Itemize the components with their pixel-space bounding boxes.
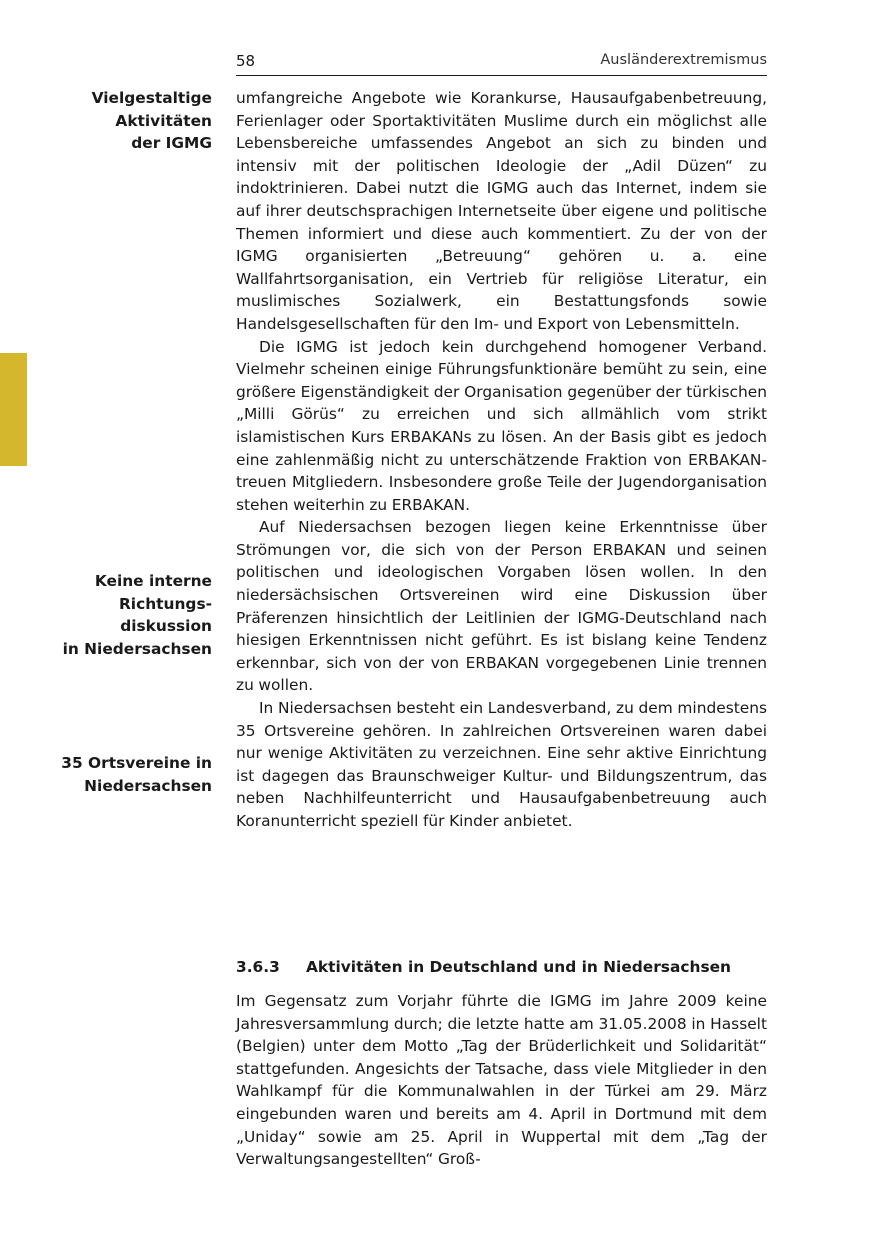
section-heading xyxy=(236,956,767,979)
paragraph: Im Gegensatz zum Vorjahr führte die IGMG im Jahre 2009 keine Jahresversammlung durch; die letzte hatte am 31.05.2008 in Hasselt (Belgien) unter dem Motto „Tag der Brüderlichkeit und Solidarität“ stattgefunden. Angesichts der Tatsache, dass viele Mitglieder in den Wahlkampf für die Kommunalwahlen in der Türkei am 29. März eingebunden waren und bereits am 4. April in Dortmund mit dem „Uniday“ sowie am 25. April in Wuppertal mit dem „Tag der Verwaltungsangestellten“ Groß- xyxy=(236,992,767,1169)
main-text xyxy=(236,87,767,833)
margin-note-activities: Vielgestaltige Aktivitäten der IGMG xyxy=(91,89,212,153)
paragraph: umfangreiche Angebote wie Korankurse, Hausaufgabenbetreuung, Ferienlager oder Sportaktivitäten Muslime durch ein möglichst alle Lebensbereiche umfassendes Angebot an sich zu binden und intensiv mit der politischen Ideologie der „Adil Düzen“ zu indoktrinieren. Dabei nutzt die IGMG auch das Internet, indem sie auf ihrer deutschsprachigen Internetseite über eigene und politische Themen informiert und diese auch kommentiert. Zu der von der IGMG organisierten „Betreuung“ gehören u. a. eine Wallfahrtsorganisation, ein Vertrieb für religiöse Literatur, ein muslimisches Sozialwerk, ein Bestattungsfonds sowie Handelsgesellschaften für den Im- und Export von Lebensmitteln. xyxy=(236,89,767,333)
chapter-tab-marker xyxy=(0,353,27,466)
paragraph: Auf Niedersachsen bezogen liegen keine Erkenntnisse über Strömungen vor, die sich von der Person ERBAKAN und seinen politischen und ideologischen Vorgaben lösen wollen. In den niedersächsischen Ortsvereinen wird eine Diskussion über Präferenzen hinsichtlich der Leitlinien der IGMG-Deutschland nach hiesigen Erkenntnissen nicht geführt. Es ist bislang keine Tendenz erkennbar, sich von der von ERBAKAN vorgegebenen Linie trennen zu wollen. xyxy=(236,518,767,695)
page-number: 58 xyxy=(236,52,256,70)
section-number: 3.6.3 xyxy=(236,958,280,976)
paragraph: Die IGMG ist jedoch kein durchgehend homogener Verband. Vielmehr scheinen einige Führungsfunktionäre bemüht zu sein, eine größere Eigenständigkeit der Organisation gegenüber der türkischen „Milli Görüs“ zu erreichen und sich allmählich vom strikt islamistischen Kurs ERBAKANs zu lösen. An der Basis gibt es jedoch eine zahlenmäßig nicht zu unterschätzende Fraktion von ERBAKAN-treuen Mitgliedern. Insbesondere große Teile der Jugendorganisation stehen weiterhin zu ERBAKAN. xyxy=(236,337,767,514)
margin-note-local-branches: 35 Ortsvereine in Niedersachsen xyxy=(61,754,212,795)
section-text xyxy=(236,990,767,1171)
margin-note-no-discussion: Keine interne Richtungs- diskussion in Niedersachsen xyxy=(62,572,212,658)
paragraph: In Niedersachsen besteht ein Landesverband, zu dem mindestens 35 Ortsvereine gehören. In zahlreichen Ortsvereinen waren dabei nur wenige Aktivitäten zu verzeichnen. Eine sehr aktive Einrichtung ist dagegen das Braunschweiger Kultur- und Bildungszentrum, das neben Nachhilfeunterricht und Hausaufgabenbetreuung auch Koranunterricht speziell für Kinder anbietet. xyxy=(236,699,767,830)
header-rule xyxy=(236,75,767,76)
section-title: Aktivitäten in Deutschland und in Niedersachsen xyxy=(306,958,731,976)
running-title: Ausländerextremismus xyxy=(600,52,767,68)
